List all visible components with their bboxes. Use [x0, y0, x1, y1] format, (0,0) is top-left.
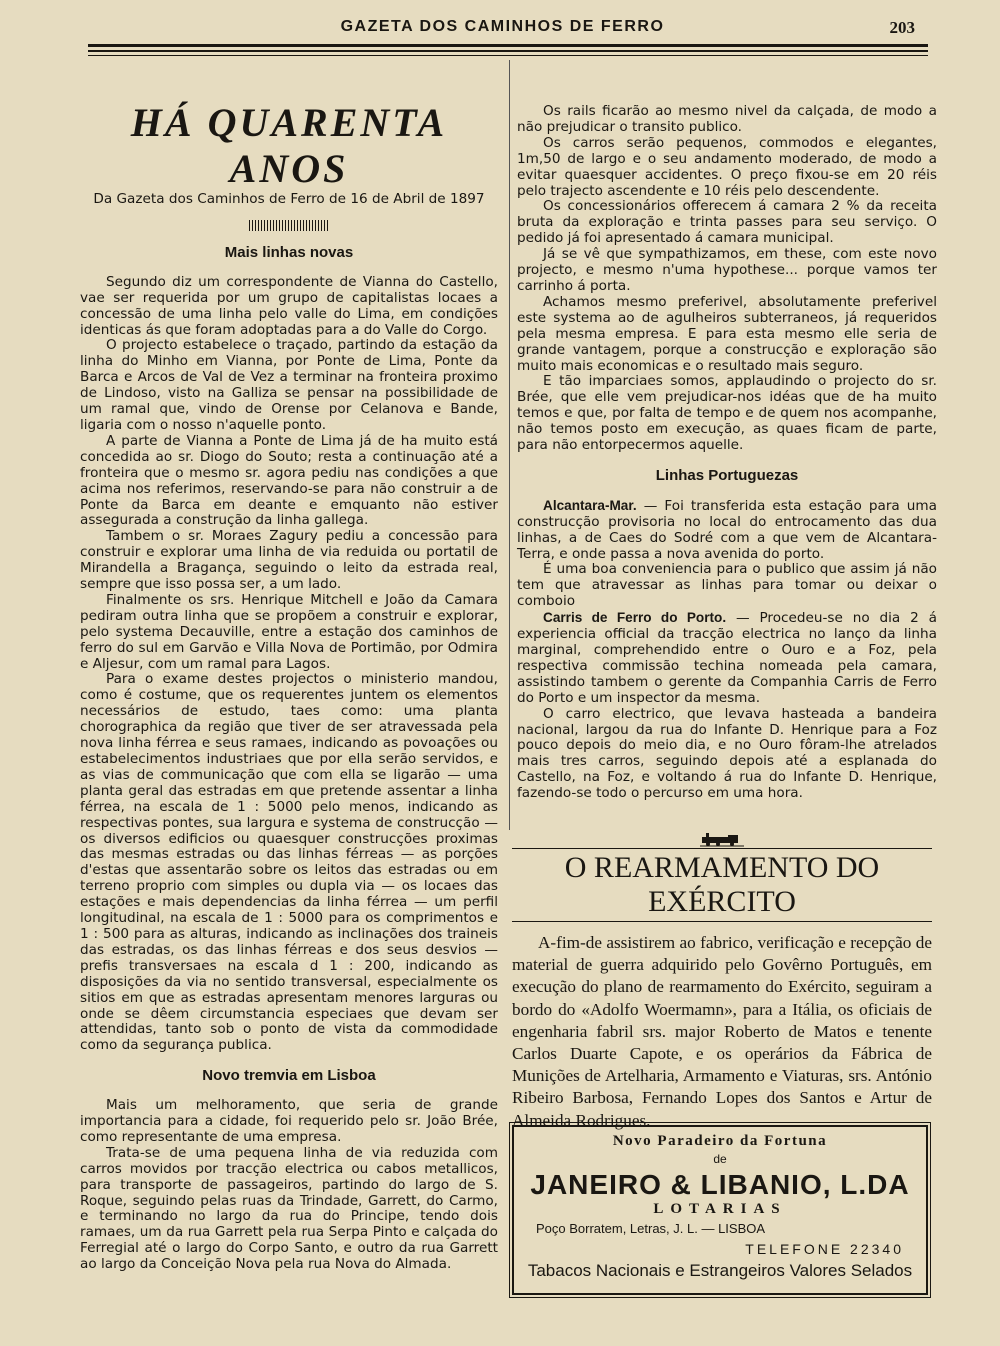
paragraph: Trata-se de uma pequena linha de via reduzida com carros movidos por tracção electrica ou cabos metallicos, para transporte de passageiros, partindo do largo de S. Roque, seguindo pelas ruas da Trindade, Garrett, do Carmo, e terminando no largo da rua do Principe, tendo dois ramaes, um da rua Garrett pela rua Serpa Pinto e calçada do Ferregial até o largo do Corpo Santo, e outro da rua Garrett ao largo da Conceição Nova pela rua Nova do Almada.: [80, 1144, 498, 1273]
ad-business-type: LOTARIAS: [653, 1201, 787, 1217]
article-title: HÁ QUARENTA ANOS: [130, 100, 448, 191]
paragraph: Para o exame destes projectos o ministerio mandou, como é costume, que os requerentes juntem os elementos necessários de estudo, taes como: uma planta chorographica da região que tiver de ser atravessada pela nova linha férrea e seus ramaes, indicando as povoações ou estabelecimentos industriaes que por ella serão servidos, e as vias de communicação que com ella se ligarão — uma planta geral das estradas em que pretende assentar a linha férrea, na escala de 1 : 5000 pelo menos, indicando as respectivas pontes, sua largura e systema de construcção — os diversos edificios ou quaesquer construcções proximas das mesmas estradas ou das linhas férreas — as porções d'estas que assentarão sobre os leitos das estradas ou em terreno proprio com simples ou dupla via — os locaes das estações e mais dependencias da linha férrea — um perfil longitudinal, na escala de 1 : 5000 para os comprimentos e 1 : 500 para as alturas, indicando as inclinações dos traineis das estradas, os das linhas férreas e dos seus desvios — prefis transversaes na escala d 1 : 200, indicando as disposições da via no sentido transversal, especialmente os sitios em que as estradas apresentam menores larguras ou onde se dêem circumstancia especiaes que devam ser attendidas, tanto sob o ponto de vista da commodidade como da segurança publica.: [80, 671, 498, 1054]
right-column: [517, 104, 937, 802]
paragraph-lead: Alcantara-Mar.: [543, 497, 637, 513]
ad-connector: de: [713, 1152, 727, 1166]
section-heading: Linhas Portuguezas: [655, 466, 799, 484]
paragraph: Os rails ficarão ao mesmo nivel da calçada, de modo a não prejudicar o transito publico.: [517, 103, 937, 135]
paragraph: [517, 610, 937, 706]
ad-products: Tabacos Nacionais e Estrangeiros Valores Selados: [527, 1261, 913, 1280]
ad-tagline: Novo Paradeiro da Fortuna: [612, 1133, 828, 1149]
train-icon: [700, 832, 744, 848]
paragraph: A parte de Vianna a Ponte de Lima já de ha muito está concedida ao sr. Diogo do Souto; resta a continuação até a fronteira que o mesmo sr. agora pediu nas condições a que acima nos referimos, reservando-se para não construir a de Ponte da Barca em deante e emquanto não estiver assegurada a construção da linha gallega.: [80, 432, 498, 529]
paragraph: Tambem o sr. Moraes Zagury pediu a concessão para construir e explorar uma linha de via reduida ou portatil de Mirandella a Bragança, seguindo o leito da estrada real, sempre que isso possa ser, a um lado.: [80, 528, 498, 593]
left-column: [80, 100, 498, 1273]
rearmament-body: A-fim-de assistirem ao fabrico, verificação e recepção de material de guerra adquirido pelo Govêrno Português, em execução do plano de rearmamento do Exército, seguiram a bordo do «Adolfo Woermamn», para a Itália, os oficiais de engenharia fabril srs. major Roberto de Matos e tenente Carlos Duarte Capote, e os operários da Fábrica de Munições de Artelharia, Armamento e Viaturas, srs. António Ribeiro Barbosa, Fernando Lopes dos Santos e Artur de Almeida Rodrigues.: [512, 933, 932, 1130]
header-rule: [88, 55, 928, 56]
paragraph-lead: Carris de Ferro do Porto.: [543, 610, 727, 626]
page-number: 203: [889, 18, 915, 37]
header-rule: [88, 44, 928, 47]
running-title: GAZETA DOS CAMINHOS DE FERRO: [340, 18, 665, 35]
rearmament-article: [512, 832, 932, 1132]
paragraph: Já se vê que sympathizamos, em these, com este novo projecto, e mesmo n'uma hypothese... porque vamos ter carrinho á porta.: [517, 246, 937, 294]
header-rule: [88, 50, 928, 52]
paragraph: O carro electrico, que levava hasteada a bandeira nacional, largou da rua do Infante D. Henrique para a Foz pouco depois do meio dia, e no Ouro fôram-lhe atrelados mais tres carros, seguindo depois até a esplanada do Castello, na Foz, e voltando á rua do Infante D. Henrique, fazendo-se todo o percurso em uma hora.: [517, 705, 937, 802]
ad-address: Poço Borratem, Letras, J. L. — LISBOA: [536, 1221, 766, 1236]
column-divider: [509, 60, 510, 830]
section-heading: Mais linhas novas: [224, 243, 354, 261]
paragraph: É uma boa conveniencia para o publico que assim já não tem que atravessar as linhas para tomar ou deixar o comboio: [517, 561, 937, 610]
paragraph-text: — Foi transferida esta estação para uma construcção provisoria no local do entrocamento das dua linhas, a de Caes do Sodré com a que vem de Alcantara-Terra, e onde passa a nova avenida do porto.: [517, 497, 937, 562]
ad-telephone: TELEFONE 22340: [745, 1241, 904, 1257]
lottery-advertisement: [512, 1125, 928, 1295]
paragraph: [517, 498, 937, 563]
running-head: [90, 18, 915, 40]
section-heading: Novo tremvia em Lisboa: [202, 1067, 376, 1085]
rearmament-title: O REARMAMENTO DO EXÉRCITO: [512, 848, 932, 922]
ad-company-name: JANEIRO & LIBANIO, L.DA: [530, 1169, 910, 1200]
paragraph: E tão imparciaes somos, applaudindo o projecto do sr. Brée, que elle vem prejudicar-nos idéas que de ha muito temos e que, por falta de tempo e de quem nos acompanhe, não temos posto em execução, as quaes ficam de parte, para não entorpecermos aquelle.: [517, 373, 937, 454]
paragraph: Mais um melhoramento, que seria de grande importancia para a cidade, foi requerido pelo sr. João Brée, como representante de uma empresa.: [80, 1097, 498, 1145]
paragraph: Segundo diz um correspondente de Vianna do Castello, vae ser requerida por um grupo de capitalistas locaes a concessão de uma linha pelo valle do Lima, em condições identicas ás que foram adoptadas para a do Valle do Corgo.: [80, 273, 498, 338]
paragraph: Achamos mesmo preferivel, absolutamente preferivel este systema ao de agulheiros subterraneos, já requeridos pela mesma empresa. E para esta mesmo elle seria de grande vantagem, porque a construcção e exploração são muito mais economicas e o resultado mais seguro.: [517, 293, 937, 374]
paragraph: Finalmente os srs. Henrique Mitchell e João da Camara pediram outra linha que se propõem a construir e explorar, pelo systema Decauville, entre a estação dos caminhos de ferro do sul em Garvão e Villa Nova de Portimão, por Odmira e Aljesur, com um ramal para Lagos.: [80, 591, 498, 672]
article-subtitle: Da Gazeta dos Caminhos de Ferro de 16 de Abril de 1897: [93, 191, 485, 207]
paragraph-text: — Procedeu-se no dia 2 á experiencia official da tracção electrica no lanço da linha marginal, comprehendido entre o Ouro e a Foz, pela respectiva commissão techina nomeada pela camara, assistindo tambem o gerente da Companhia Carris de Ferro do Porto e um inspector da mesma.: [517, 610, 938, 706]
ornament-divider: [249, 220, 329, 231]
paragraph: Os carros serão pequenos, commodos e elegantes, 1m,50 de largo e o seu andamento moderado, de modo a evitar quaesquer accidentes. O preço fixou-se em 20 réis pelo trajecto ascendente e 10 réis pelo descendente.: [517, 134, 937, 199]
paragraph: Os concessionários offerecem á camara 2 % da receita bruta da exploração e trinta passes para seu serviço. O pedido já foi apresentado á camara municipal.: [517, 198, 937, 247]
paragraph: O projecto estabelece o traçado, partindo da estação da linha do Minho em Vianna, por Ponte de Lima, Ponte da Barca e Arcos de Val de Vez a terminar na fronteira proximo de Lindoso, visto na Galliza se pensar na possibilidade de um ramal que, vindo de Orense por Celanova e Bande, ligaria com o nosso n'aquelle ponto.: [80, 337, 498, 433]
